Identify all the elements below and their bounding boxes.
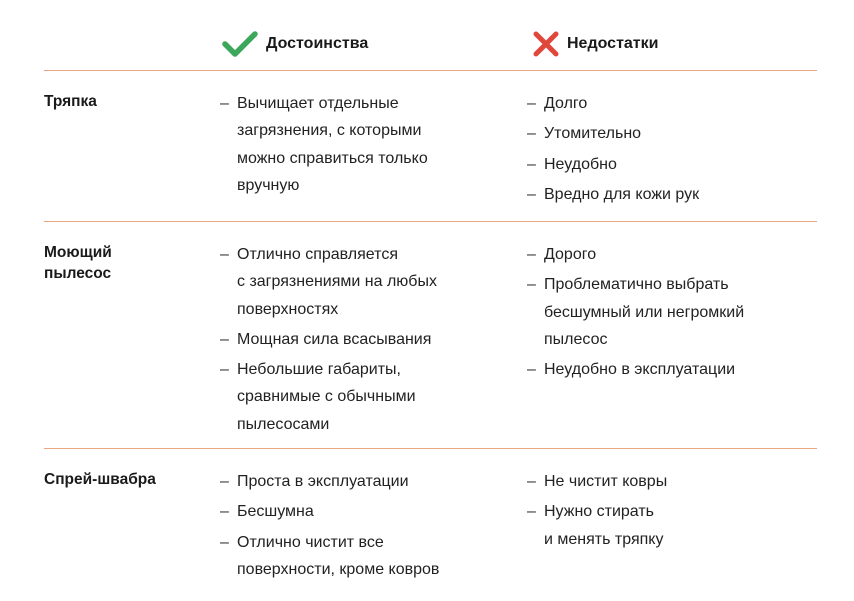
table-row	[44, 448, 817, 598]
cross-icon	[533, 31, 559, 57]
bullet-dash: –	[527, 503, 536, 521]
bullet-dash: –	[527, 246, 536, 263]
cons-list	[527, 468, 807, 556]
list-item: – Дорого	[527, 241, 807, 268]
bullet-dash: –	[527, 125, 536, 143]
row-name: Моющий пылесос	[44, 244, 112, 282]
row-name: Тряпка	[44, 93, 97, 110]
cons-header	[533, 28, 658, 60]
bullet-dash: –	[527, 276, 536, 294]
bullet-dash: –	[220, 246, 229, 263]
bullet-dash: –	[527, 155, 536, 173]
list-item: – Бесшумна	[220, 498, 490, 525]
list-item: – Долго	[527, 90, 807, 117]
cons-list	[527, 241, 807, 386]
pros-header	[222, 28, 368, 60]
list-item: – Утомительно	[527, 120, 807, 147]
pros-list	[220, 468, 490, 586]
pros-list	[220, 241, 490, 441]
bullet-dash: –	[220, 95, 229, 112]
bullet-dash: –	[220, 503, 229, 521]
table-row	[44, 70, 817, 221]
checkmark-icon	[222, 30, 258, 58]
cons-list	[527, 90, 807, 211]
list-item: – Отлично чистит все поверхности, кроме ковров	[220, 529, 490, 584]
list-item: – Вредно для кожи рук	[527, 181, 807, 208]
table-header	[0, 28, 854, 62]
pros-title: Достоинства	[266, 35, 369, 52]
bullet-dash: –	[527, 473, 536, 490]
bullet-dash: –	[220, 533, 229, 551]
list-item: – Отлично справляется с загрязнениями на любых поверхностях	[220, 241, 490, 323]
bullet-dash: –	[527, 95, 536, 112]
list-item: – Нужно стирать и менять тряпку	[527, 498, 807, 553]
table-row	[44, 221, 817, 448]
list-item: – Мощная сила всасывания	[220, 326, 490, 353]
list-item: – Неудобно в эксплуатации	[527, 356, 807, 383]
list-item: – Не чистит ковры	[527, 468, 807, 495]
bullet-dash: –	[527, 185, 536, 203]
list-item: – Вычищает отдельные загрязнения, с которыми можно справиться только вручную	[220, 90, 490, 199]
bullet-dash: –	[220, 361, 229, 379]
list-item: – Неудобно	[527, 151, 807, 178]
pros-list	[220, 90, 490, 202]
bullet-dash: –	[527, 361, 536, 379]
bullet-dash: –	[220, 473, 229, 490]
list-item: – Небольшие габариты, сравнимые с обычными пылесосами	[220, 356, 490, 438]
list-item: – Проста в эксплуатации	[220, 468, 490, 495]
cons-title: Недостатки	[567, 35, 659, 52]
row-name: Спрей-швабра	[44, 471, 156, 488]
bullet-dash: –	[220, 330, 229, 348]
list-item: – Проблематично выбрать бесшумный или негромкий пылесос	[527, 271, 807, 353]
